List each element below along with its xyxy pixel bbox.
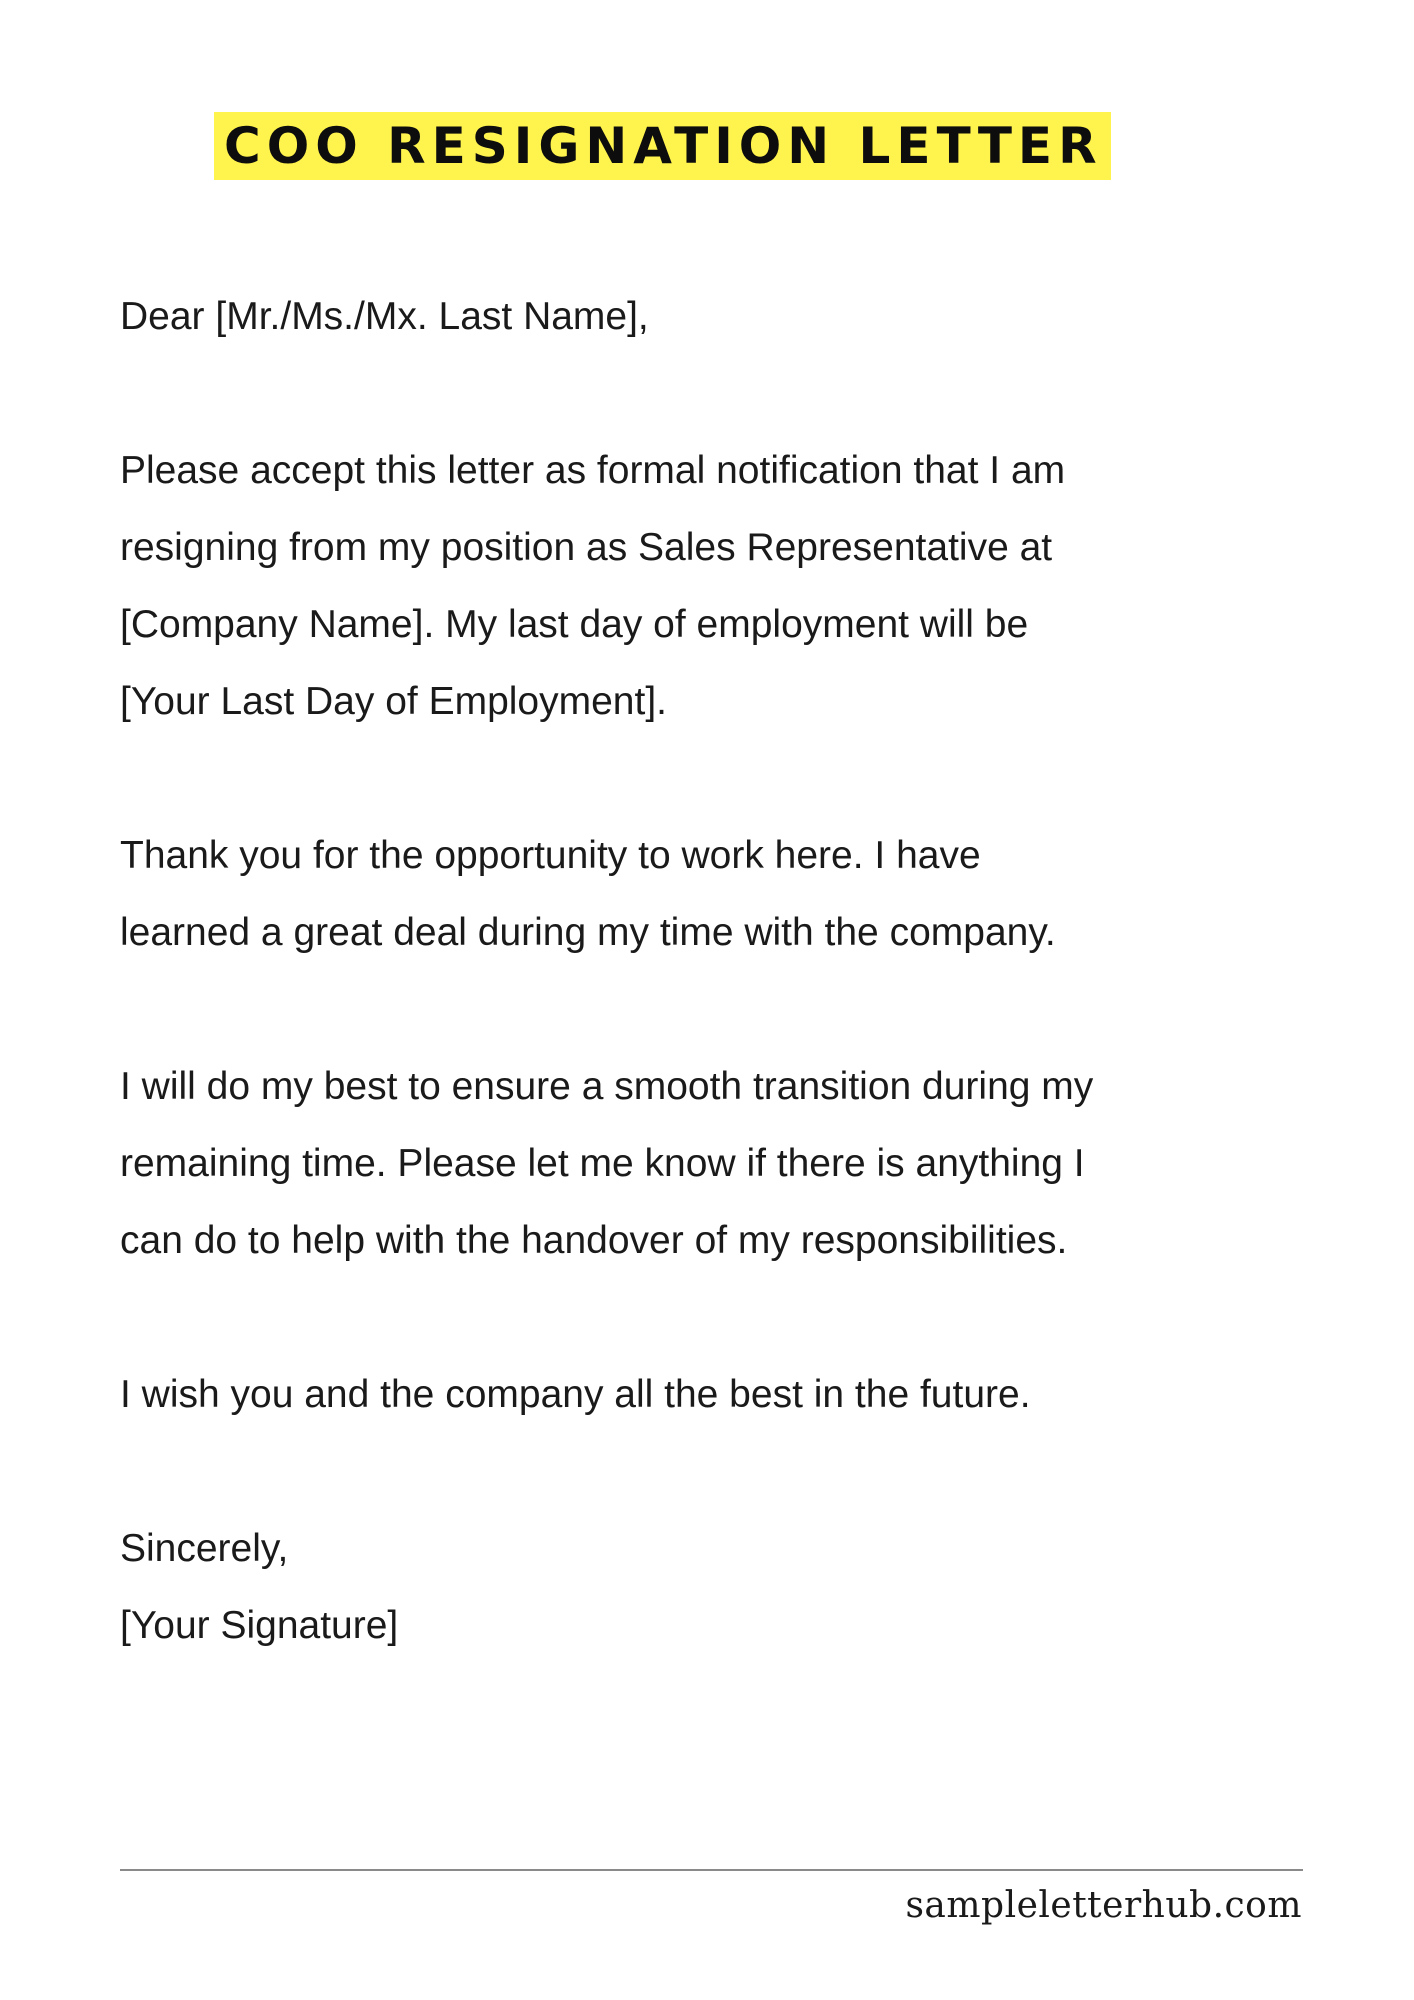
- paragraph-line: I wish you and the company all the best in the future.: [120, 1373, 1031, 1416]
- paragraph-wishes: [120, 1356, 1360, 1433]
- footer-divider: [120, 1869, 1303, 1871]
- paragraph-transition: [120, 1048, 1360, 1279]
- paragraph-gap: [120, 355, 1360, 432]
- salutation: Dear [Mr./Ms./Mx. Last Name],: [120, 295, 649, 338]
- closing: Sincerely,: [120, 1527, 289, 1570]
- paragraph-gap: [120, 971, 1360, 1048]
- footer-site-name: sampleletterhub.com: [905, 1885, 1302, 1926]
- signature: [Your Signature]: [120, 1604, 399, 1647]
- title-highlight: [214, 112, 1111, 180]
- paragraph-gap: [120, 740, 1360, 817]
- paragraph-line: I will do my best to ensure a smooth transition during my: [120, 1065, 1094, 1108]
- paragraph-line: [Company Name]. My last day of employment will be: [120, 603, 1029, 646]
- letter-body: [120, 278, 1360, 1664]
- paragraph-line: learned a great deal during my time with the company.: [120, 911, 1056, 954]
- paragraph-line: Please accept this letter as formal notification that I am: [120, 449, 1066, 492]
- page-title: COO RESIGNATION LETTER: [224, 117, 1103, 175]
- paragraph-gap: [120, 1433, 1360, 1510]
- paragraph-line: remaining time. Please let me know if there is anything I: [120, 1142, 1085, 1185]
- paragraph-line: resigning from my position as Sales Representative at: [120, 526, 1053, 569]
- paragraph-thanks: [120, 817, 1360, 971]
- paragraph-gap: [120, 1279, 1360, 1356]
- paragraph-notification: [120, 432, 1360, 740]
- paragraph-line: Thank you for the opportunity to work here. I have: [120, 834, 981, 877]
- paragraph-line: can do to help with the handover of my responsibilities.: [120, 1219, 1068, 1262]
- paragraph-line: [Your Last Day of Employment].: [120, 680, 667, 723]
